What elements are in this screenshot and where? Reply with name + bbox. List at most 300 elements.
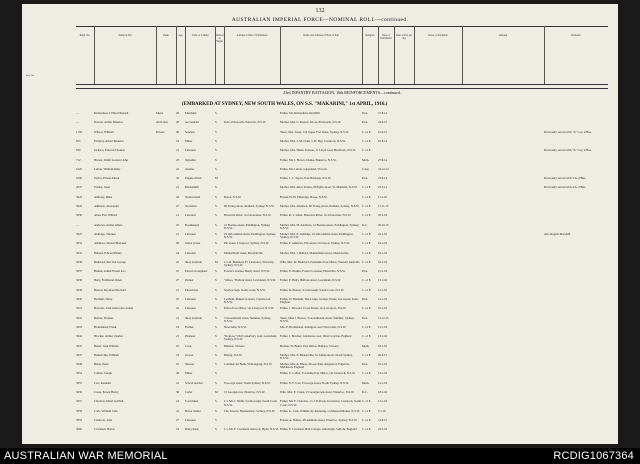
- cell-regtl-no: 3026: [76, 195, 82, 199]
- cell-next-of-kin: Father, F. Cracknell, Hall Cottage, Attleburgh, Suffolk, England: [280, 428, 357, 432]
- cell-marital: S: [215, 251, 217, 255]
- cell-religion: C. of E.: [362, 288, 372, 292]
- cell-address: The Towers, Hawkesbury, Sydney, N.S.W.: [224, 409, 276, 413]
- cell-marital: S: [215, 325, 217, 329]
- cell-next-of-kin: Father, J. Brocker, Gladstone-road, West Croydon, England: [280, 335, 352, 339]
- column-rule: [394, 26, 395, 84]
- cell-enlisted: 13.12.15: [378, 316, 389, 320]
- cell-address: 3 Greenmount street, Summer, Sydney, N.S.W.: [224, 316, 272, 323]
- table-row: [76, 112, 608, 121]
- cell-next-of-kin: Mother, Mrs. E. Aldridge, 19 Oxfordshire-street, Paddington, Sydney, N.S.W.: [280, 232, 354, 240]
- cell-rank: Major: [156, 112, 164, 115]
- cell-address: 19 Oxfordshire-street, Paddington, Sydney, N.S.W.: [224, 232, 276, 240]
- table-row: [76, 196, 608, 205]
- embarkation-note: (EMBARKED AT SYDNEY, NEW SOUTH WALES, ON S.S. "MAKARINI," 1st APRIL, 1916.): [182, 102, 388, 107]
- cell-enlisted: 23.12.14: [378, 167, 389, 171]
- cell-address: 60 Young-street, Redfern, Sydney, N.S.W.: [224, 205, 275, 208]
- table-row: [76, 149, 608, 158]
- cell-enlisted: 10.9.15: [378, 130, 387, 134]
- table-row: [76, 428, 608, 437]
- cell-next-of-kin: Mother, Mrs. Helen Jackson, 11 Lloyd road, Hawthorn, N.S.W.: [280, 149, 356, 153]
- cell-enlisted: 24.9.15: [378, 121, 387, 125]
- cell-next-of-kin: Father, R. V. Ablet, Brewarra River, via Gloucester, N.S.W.: [280, 214, 352, 218]
- cell-trade: Carter: [185, 391, 193, 394]
- column-header-next-of-kin: Name and Address of Next of Kin: [303, 34, 339, 37]
- cell-name: Chardon, Albert Griffith: [94, 400, 124, 404]
- cell-address: Newcastle, N.S.W.: [224, 325, 247, 329]
- column-header-enlisted: Date of Enlistment: [380, 34, 392, 40]
- header-rule-bottom: [76, 84, 608, 85]
- cell-regtl-no: 2047: [76, 186, 82, 190]
- cell-age: 29: [176, 112, 179, 115]
- cell-religion: Pres.: [362, 177, 368, 181]
- page-number: 132: [315, 8, 325, 14]
- cell-religion: C. of E.: [362, 353, 372, 357]
- cell-trade: Cook: [185, 344, 192, 348]
- cell-religion: C. of E.: [362, 251, 372, 255]
- cell-rank: Private: [156, 130, 165, 134]
- cell-regtl-no: 3034: [76, 242, 82, 246]
- column-rule: [185, 26, 186, 84]
- table-row: [76, 345, 608, 354]
- cell-age: 41: [176, 409, 179, 413]
- table-row: [76, 289, 608, 298]
- table-row: [76, 205, 608, 214]
- cell-age: 28: [176, 372, 179, 376]
- cell-religion: C. of E.: [362, 214, 372, 218]
- cell-remarks: Also Regent Marshall: [544, 232, 571, 236]
- table-row: [76, 335, 608, 344]
- column-header-rank: Rank: [163, 34, 169, 37]
- cell-address: Fowler's avenue, Henry street, N.S.W.: [224, 270, 270, 274]
- table-row: [76, 410, 608, 419]
- cell-regtl-no: 3035: [76, 251, 82, 255]
- cell-marital: S: [215, 167, 217, 171]
- cell-next-of-kin: Father, G. Cork, Wimble-by-Kettering, on Manewillhouse, N.S.W.: [280, 409, 360, 413]
- cell-name: Jackson, Edward Thomas: [94, 149, 125, 153]
- cell-religion: C. of E.: [362, 279, 372, 283]
- cell-name: Richardson, Clifford Russell: [94, 112, 129, 115]
- cell-name: Aldridge, Thomas: [94, 232, 116, 236]
- cell-regtl-no: —: [76, 112, 79, 115]
- cell-religion: C. of E.: [362, 372, 372, 376]
- cell-name: Bromehead, Frank: [94, 325, 117, 329]
- cell-next-of-kin: Father, R. Beeton, Scarborough, South Coast, N.S.W.: [280, 288, 345, 292]
- cell-trade: Farmer: [185, 325, 194, 329]
- footer-record-id: RCDIG1067364: [553, 450, 634, 462]
- cell-age: 25: [176, 223, 179, 227]
- cell-regtl-no: 3039: [76, 288, 82, 292]
- cell-next-of-kin: Father, F. Ashmore, Pitt-street, Liverpool, Sydney, N.S.W.: [280, 242, 350, 246]
- cell-name: Cameron, John: [94, 418, 113, 422]
- cell-enlisted: 13.1.16: [378, 400, 387, 404]
- cell-marital: S: [215, 205, 217, 208]
- column-header-trade: Trade or Calling: [191, 34, 209, 37]
- cell-trade: Shop assistant: [185, 260, 203, 264]
- column-rule: [94, 26, 95, 84]
- cell-regtl-no: 3058: [76, 409, 82, 413]
- column-header-regtl-no: Regtl. No.: [79, 34, 91, 37]
- cell-next-of-kin: Mother, Mrs. E. Baskerville, St. James-street, North Sydney, N.S.W.: [280, 353, 353, 361]
- table-row: [76, 159, 608, 168]
- cell-age: 21: [176, 288, 179, 292]
- cell-regtl-no: 3059: [76, 418, 82, 422]
- cell-next-of-kin: Mother, Mrs. M. Andrews, 12 Bourne-street, Paddington, Sydney, N.S.W.: [280, 223, 360, 230]
- table-row: [76, 317, 608, 326]
- cell-next-of-kin: Mrs. F. Bromehead, Arlington, near Newcastle, N.S.W.: [280, 325, 347, 329]
- cell-name: Carr, Kenneth: [94, 381, 111, 385]
- cell-regtl-no: 3025: [76, 232, 82, 236]
- cell-address: Pitt street, Liverpool, Sydney, N.S.W.: [224, 242, 270, 246]
- cell-next-of-kin: Mother, Mrs. J. M. Clark, C.H. Bay, Cessnock, N.S.W.: [280, 139, 346, 143]
- cell-address: Scarborough, South Coast, N.S.W.: [224, 288, 266, 292]
- cell-trade: Labourer: [185, 307, 196, 311]
- header-rule-double: [76, 88, 608, 89]
- cell-enlisted: 19.1.16: [378, 307, 387, 311]
- cell-name: Batty, Ferdinand Owen: [94, 279, 122, 283]
- cell-religion: C. of E.: [362, 418, 372, 422]
- column-rule: [462, 26, 463, 84]
- table-row: [76, 168, 608, 177]
- cell-trade: Merchant: [185, 112, 197, 115]
- cell-enlisted: 14.8.15: [378, 418, 387, 422]
- cell-age: 19: [176, 428, 179, 432]
- cell-religion: C. of E.: [362, 205, 372, 208]
- table-row: [76, 214, 608, 223]
- cell-enlisted: 17.8.14: [378, 112, 387, 115]
- cell-marital: S: [215, 149, 217, 153]
- cell-marital: S: [215, 344, 217, 348]
- cell-regtl-no: —: [76, 121, 79, 125]
- cell-name: Baker, John William: [94, 344, 119, 348]
- cell-address: Brewarra River, via Gloucester, N.S.W.: [224, 214, 272, 218]
- table-row: [76, 400, 608, 409]
- cell-address: Commercial Bank, Wollongong, N.S.W.: [224, 363, 273, 367]
- cell-marital: S: [215, 158, 217, 162]
- footer-strip: [0, 448, 640, 464]
- column-rule: [362, 26, 363, 84]
- cell-trade: Accountant: [185, 121, 199, 125]
- column-rule: [280, 26, 281, 84]
- cell-next-of-kin: Father, J. C. Taylor, East Brisbane, N.S.W.: [280, 177, 332, 181]
- cell-name: Taylor, Ernest Alfred: [94, 177, 120, 181]
- cell-name: Traube, Janet: [94, 186, 111, 190]
- cell-enlisted: 19.1.16: [378, 363, 387, 367]
- table-row: [76, 382, 608, 391]
- cell-marital: S: [215, 279, 217, 283]
- cell-regtl-no: 3054: [76, 372, 82, 376]
- cell-trade: Shearer: [185, 363, 195, 367]
- cell-religion: C. of E.: [362, 428, 372, 432]
- cell-age: 19: [176, 325, 179, 329]
- cell-marital: S: [215, 288, 217, 292]
- cell-marital: S: [215, 428, 217, 432]
- column-rule: [414, 26, 415, 84]
- cell-trade: Storeman: [185, 205, 197, 208]
- cell-age: 23: [176, 158, 179, 162]
- cell-enlisted: 18.1.16: [378, 214, 387, 218]
- cell-religion: C. of E.: [362, 409, 372, 413]
- cell-religion: C. of E.: [362, 186, 372, 190]
- cell-name: Baskin, Arthur Ernest Leo: [94, 270, 126, 274]
- cell-regtl-no: 3036: [76, 260, 82, 264]
- cell-religion: Pres.: [362, 363, 368, 367]
- cell-age: 32: [176, 177, 179, 181]
- cell-address: "Rotrose," Old Canterbury road, Lewisham, Sydney, N.S.W.: [224, 335, 277, 342]
- cell-age: 27: [176, 279, 179, 283]
- cell-enlisted: 20.9.15: [378, 353, 387, 357]
- cell-trade: Electrical engineer: [185, 270, 208, 274]
- cell-next-of-kin: Father, E. Baskin, Fowler's-avenue, Hurstville, N.S.W.: [280, 270, 346, 274]
- cell-enlisted: 12.1.16: [378, 298, 387, 301]
- cell-remarks: Previously served with "A" Coy. 2/Bns.: [544, 130, 592, 134]
- cell-trade: Painter: [185, 279, 194, 283]
- cell-trade: School teacher: [185, 381, 203, 385]
- cell-enlisted: 22.1.16: [378, 232, 387, 236]
- cell-enlisted: 18.1.16: [378, 391, 387, 394]
- cell-address: Ballarat, Victoria: [224, 344, 245, 348]
- cell-religion: C. of E.: [362, 242, 372, 246]
- cell-regtl-no: 3060: [76, 428, 82, 432]
- cell-enlisted: 13.1.16: [378, 335, 387, 339]
- cell-name: Lutton, William Ruby: [94, 167, 121, 171]
- cell-trade: Labourer: [185, 149, 196, 153]
- cell-name: Ablet, Eric Wilfred: [94, 214, 118, 218]
- cell-enlisted: 17.11.15: [378, 205, 389, 208]
- cell-regtl-no: 3041: [76, 307, 82, 311]
- column-rule: [224, 26, 225, 84]
- cell-address: C/o R. Bashford, Ft. Lawrence, Waverley, Sydney, N.S.W.: [224, 260, 275, 268]
- cell-religion: C. of E.: [362, 195, 372, 199]
- cell-enlisted: 22.1.16: [378, 260, 387, 264]
- cell-marital: S: [215, 139, 217, 143]
- cell-next-of-kin: Wife, Mrs. M. Bashford, Fremantle Post Office, Western Australia: [280, 260, 360, 264]
- cell-next-of-kin: Sister, Miss J. Barton, 3 Greenmount-street, Summer, Sydney, N.S.W.: [280, 316, 355, 323]
- cell-regtl-no: 1000: [76, 177, 82, 181]
- cell-age: 22: [176, 167, 179, 171]
- table-row: [76, 177, 608, 186]
- cell-religion: C. of E.: [362, 149, 372, 153]
- cell-enlisted: 16.8.14: [378, 139, 387, 143]
- page-title: AUSTRALIAN IMPERIAL FORCE—NOMINAL ROLL—continued.: [231, 17, 409, 23]
- cell-trade: Labourer: [185, 418, 196, 422]
- cell-age: 36: [176, 391, 179, 394]
- column-rule: [544, 26, 545, 84]
- cell-name: Collier, Joseph: [94, 372, 112, 376]
- column-header-religion: Religion: [365, 34, 375, 37]
- column-header-age: Age: [178, 34, 183, 37]
- cell-religion: C. of E.: [362, 139, 372, 143]
- cell-regtl-no: 3037: [76, 270, 82, 274]
- cell-trade: Awaiter: [185, 167, 195, 171]
- cell-age: 22: [176, 381, 179, 385]
- cell-remarks: Previously served with "A" Coy. 2/Bns.: [544, 149, 592, 153]
- cell-marital: S: [215, 335, 217, 339]
- cell-marital: S: [215, 130, 217, 134]
- cell-age: 27: [176, 418, 179, 422]
- cell-age: 21: [176, 149, 179, 153]
- cell-religion: Meth.: [362, 158, 370, 162]
- table-row: [76, 242, 608, 251]
- cell-regtl-no: 3043: [76, 325, 82, 329]
- table-row: [76, 298, 608, 307]
- cell-name: Brown, Smith Leonard John: [94, 158, 128, 162]
- cell-religion: C. of E.: [362, 307, 372, 311]
- cell-trade: Labourer: [185, 214, 196, 218]
- column-header-amount: Amount: [498, 34, 508, 37]
- cell-name: Beeton, Raymond Richard: [94, 288, 126, 292]
- cell-trade: Labourer: [185, 298, 196, 301]
- cell-enlisted: 15.1.16: [378, 279, 387, 283]
- table-row: [76, 307, 608, 316]
- cell-enlisted: 19.1.16: [378, 251, 387, 255]
- cell-trade: Labourer: [185, 232, 196, 236]
- table-row: [76, 270, 608, 279]
- cell-age: 21: [176, 186, 179, 190]
- cell-religion: Pres.: [362, 298, 368, 301]
- cell-name: Ballard, Edward Henry: [94, 251, 122, 255]
- cell-name: Benham, Harry: [94, 298, 113, 301]
- cell-regtl-no: 3044: [76, 335, 82, 339]
- table-row: [76, 121, 608, 130]
- cell-marital: S: [215, 223, 217, 227]
- cell-marital: S: [215, 242, 217, 246]
- cell-age: 22: [176, 260, 179, 264]
- cell-enlisted: 13.1.16: [378, 325, 387, 329]
- cell-trade: Blacksmith: [185, 186, 199, 190]
- cell-next-of-kin: Mother, Mrs. J. Ballard, Mamerifield street, Marrickville: [280, 251, 349, 255]
- cell-age: 24: [176, 251, 179, 255]
- cell-marital: S: [215, 353, 217, 357]
- cell-name: Barton, Thomas: [94, 316, 114, 320]
- cell-age: 26: [176, 130, 179, 134]
- cell-religion: Pres.: [362, 316, 368, 320]
- cell-next-of-kin: Father, E. F. Carr, 9 George-street, North Sydney, N.S.W.: [280, 381, 349, 385]
- table-row: [76, 419, 608, 428]
- cell-age: 21: [176, 335, 179, 339]
- cell-regtl-no: 3030: [76, 214, 82, 218]
- cell-name: Cracknell, Harris: [94, 428, 115, 432]
- cell-regtl-no: 3057: [76, 400, 82, 404]
- sidebar-label: Reg. No.: [26, 74, 35, 77]
- cell-address: "Omeo," Balfour street, Lewisham, N.S.W.: [224, 279, 276, 283]
- table-row: [76, 391, 608, 400]
- cell-enlisted: 14.1.16: [378, 381, 387, 385]
- cell-trade: Bookkeeper: [185, 223, 200, 227]
- cell-address: 9 George street, North Sydney, N.S.W.: [224, 381, 271, 385]
- cell-age: 19: [176, 139, 179, 143]
- cell-next-of-kin: Father, Mr. E. Chardon, c/o J. Pollock, Grosvenor, Cessnock, South Coast, N.S.W.: [280, 400, 361, 407]
- cell-regtl-no: 3040: [76, 298, 82, 301]
- cell-next-of-kin: Mother, Mrs. A. Black, Moose Park, Kingsford, Edgerton, Middleton, England: [280, 363, 350, 370]
- column-rule: [378, 26, 379, 84]
- cell-religion: R.C.: [362, 391, 368, 394]
- cell-marital: M: [215, 391, 218, 394]
- cell-trade: Engine-driver: [185, 177, 202, 181]
- roll-page: [22, 4, 618, 444]
- table-row: [76, 326, 608, 335]
- cell-name: Fairprey, Albert Maurice: [94, 139, 124, 143]
- cell-enlisted: 20.10.15: [378, 223, 389, 227]
- cell-next-of-kin: Father, Mr. J. Brown, Danks, Pinnaroo, N.S.W.: [280, 158, 337, 162]
- cell-religion: C. of E.: [362, 335, 372, 339]
- cell-remarks: Previously served with 3/A. 2/Bns.: [544, 177, 586, 181]
- cell-regtl-no: 3047: [76, 353, 82, 357]
- cell-regtl-no: 3055: [76, 381, 82, 385]
- cell-address: Mamerifield street, Marrickville: [224, 251, 263, 255]
- cell-next-of-kin: Mother, Mrs. Alice Traube, 66 Eglin street, W. Maitland, N.S.W.: [280, 186, 358, 190]
- cell-regtl-no: 3056: [76, 391, 82, 394]
- cell-next-of-kin: Father, Mr. Lutton, Gippsland, Victoria: [280, 167, 327, 171]
- cell-age: 25: [176, 298, 179, 301]
- cell-next-of-kin: Father, W. Benham, The Lodge, Grange Works, Lee Green, Kent, England: [280, 298, 359, 305]
- cell-marital: S: [215, 409, 217, 413]
- table-row: [76, 261, 608, 270]
- cell-marital: S: [215, 195, 217, 199]
- cell-enlisted: 14.1.16: [378, 372, 387, 376]
- cell-regtl-no: 830: [76, 149, 81, 153]
- cell-marital: M: [215, 260, 218, 264]
- cell-name: Cork, William John: [94, 409, 118, 413]
- table-row: [76, 131, 608, 140]
- table-row: [76, 363, 608, 372]
- column-header-pay: Rate of Pay per day: [395, 34, 413, 40]
- cell-age: 22: [176, 307, 179, 311]
- cell-regtl-no: 3048: [76, 363, 82, 367]
- column-header-name: Name in full: [118, 34, 132, 37]
- cell-regtl-no: 1138: [76, 130, 82, 134]
- column-rule: [176, 26, 177, 84]
- cell-trade: Plasterer: [185, 335, 196, 339]
- column-header-marital: Married or Single: [215, 34, 224, 43]
- cell-enlisted: 7.1.16: [378, 409, 386, 413]
- cell-address: Bilong, N.S.W.: [224, 353, 243, 357]
- cell-trade: Station hand: [185, 195, 201, 199]
- cell-name: Rosson, Arthur Maurice: [94, 121, 123, 125]
- cell-regtl-no: 1020: [76, 167, 82, 171]
- cell-trade: Horse trainer: [185, 409, 201, 413]
- table-row: [76, 372, 608, 381]
- cell-religion: C. of E.: [362, 232, 372, 236]
- column-rule: [215, 26, 216, 84]
- cell-trade: Labourer: [185, 251, 196, 255]
- cell-enlisted: 24.1.16: [378, 428, 387, 432]
- cell-address: 15 Georgetown, Waterloo, N.S.W.: [224, 391, 266, 394]
- cell-age: 24: [176, 400, 179, 404]
- table-row: [76, 140, 608, 149]
- footer-archive-name: AUSTRALIAN WAR MEMORIAL: [4, 450, 168, 462]
- cell-next-of-kin: Brother, W. Baker, Post Office, Ballarat, Victoria: [280, 344, 339, 348]
- cell-age: 28: [176, 121, 179, 125]
- cell-marital: S: [215, 232, 217, 236]
- cell-marital: S: [215, 372, 217, 376]
- cell-marital: S: [215, 363, 217, 367]
- cell-name: Crane, Ernest Henry: [94, 391, 119, 394]
- cell-religion: Pres.: [362, 121, 368, 125]
- cell-enlisted: 27.9.14: [378, 158, 387, 162]
- cell-age: 28: [176, 242, 179, 246]
- cell-trade: Miner: [185, 372, 193, 376]
- cell-next-of-kin: Friend, A. Hollen, 48 Ashmont-street, Waterloo, Sydney, N.S.W.: [280, 418, 358, 422]
- cell-regtl-no: 3026: [76, 205, 82, 208]
- cell-next-of-kin: Friend, W. H. Etheridge, Boree, N.S.W.: [280, 195, 328, 199]
- cell-trade: Junior porter: [185, 242, 201, 246]
- cell-marital: S: [215, 316, 217, 320]
- cell-marital: S: [215, 418, 217, 422]
- cell-next-of-kin: Mother, Mrs. Atkinson, 60 Young-street, Redfern, Sydney, N.S.W.: [280, 205, 360, 208]
- cell-enlisted: 23.9.14: [378, 177, 387, 181]
- column-header-remarks: Remarks: [571, 34, 581, 37]
